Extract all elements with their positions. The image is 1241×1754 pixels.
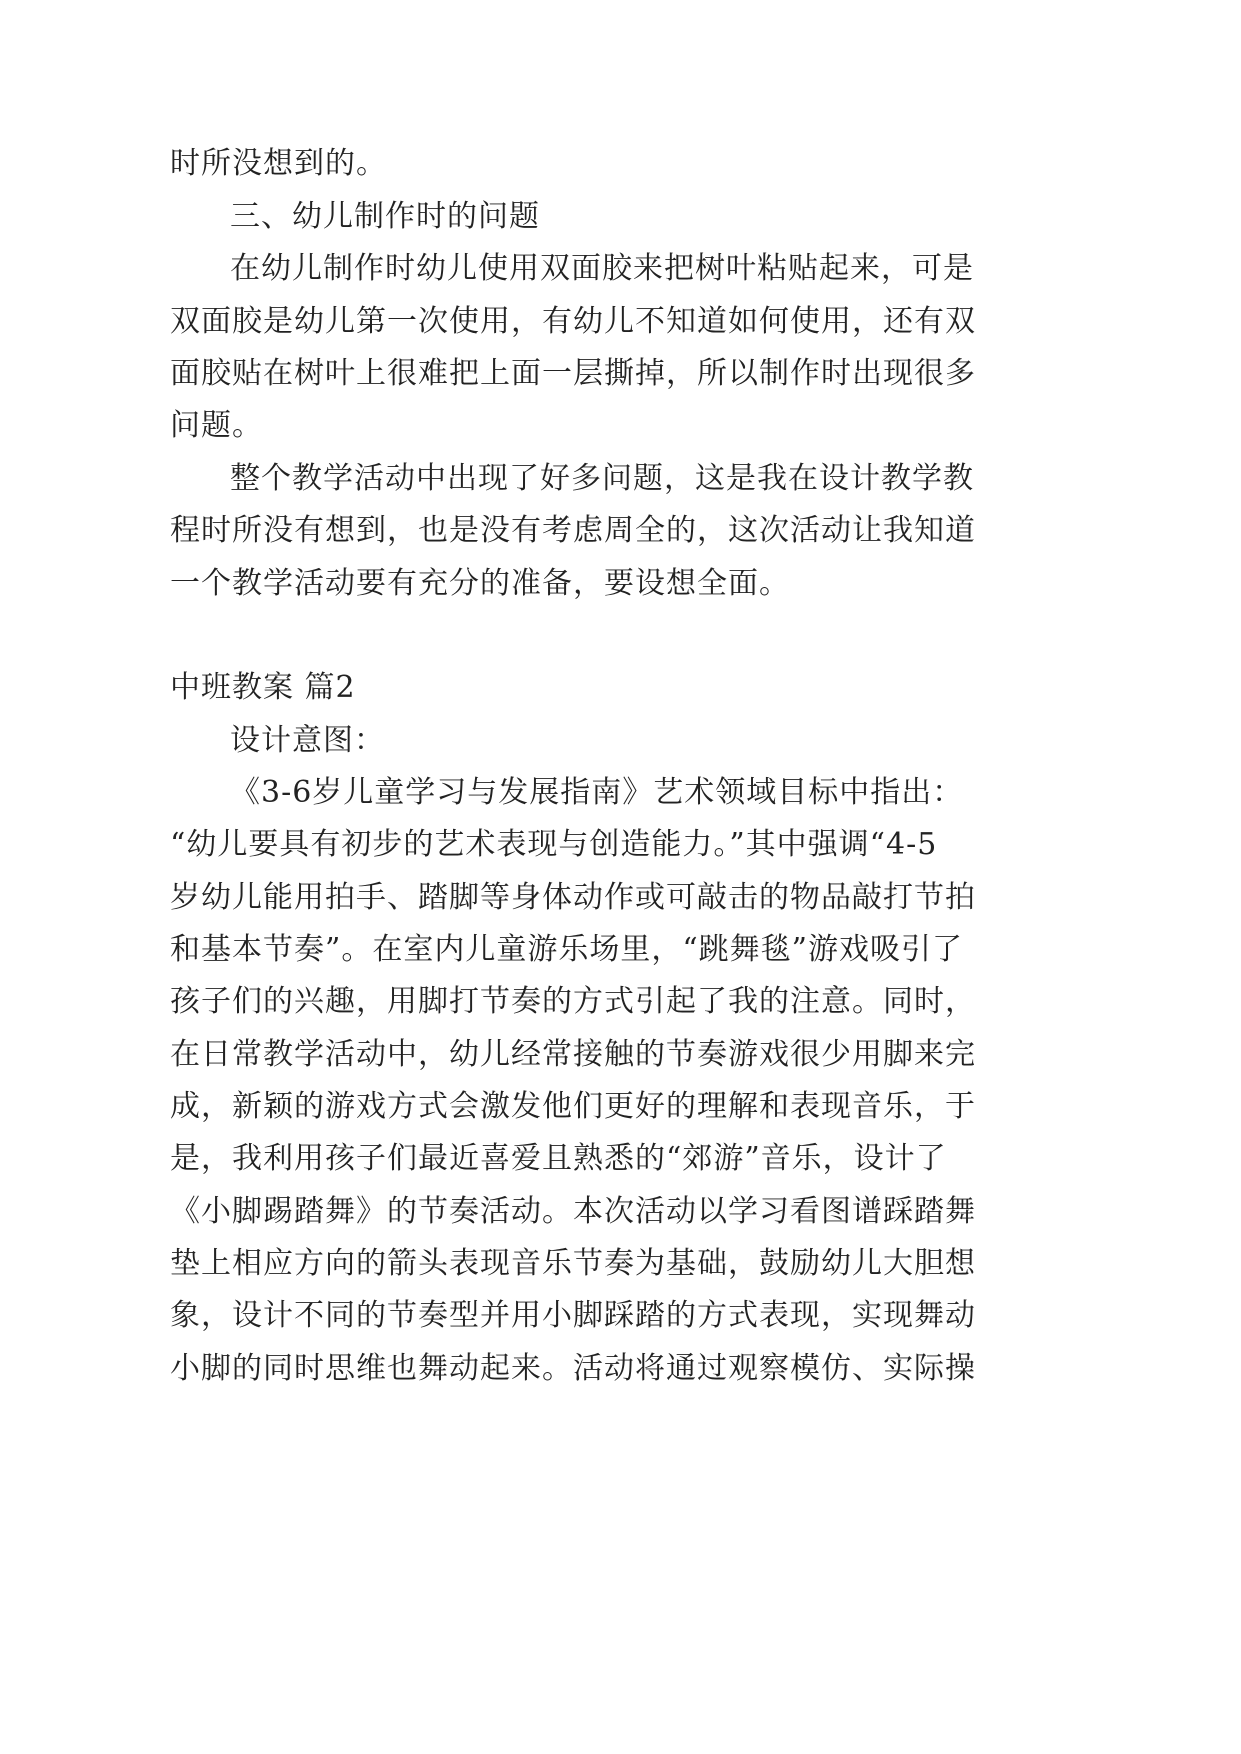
text-line: 《小脚踢踏舞》的节奏活动。本次活动以学习看图谱踩踏舞 <box>170 1194 976 1229</box>
section-heading: 三、幼儿制作时的问题 <box>230 199 540 234</box>
text-line: 在幼儿制作时幼儿使用双面胶来把树叶粘贴起来，可是 <box>230 251 974 286</box>
text-line: 成，新颖的游戏方式会激发他们更好的理解和表现音乐，于 <box>170 1089 976 1124</box>
subsection-heading: 设计意图： <box>230 723 385 758</box>
text-line: 小脚的同时思维也舞动起来。活动将通过观察模仿、实际操 <box>170 1351 976 1386</box>
text-line: 是，我利用孩子们最近喜爱且熟悉的“郊游”音乐，设计了 <box>170 1141 947 1176</box>
text-line: 问题。 <box>170 408 263 443</box>
text-line: 岁幼儿能用拍手、踏脚等身体动作或可敲击的物品敲打节拍 <box>170 880 976 915</box>
text-line: 《3-6岁儿童学习与发展指南》艺术领域目标中指出： <box>230 775 964 810</box>
text-line: 垫上相应方向的箭头表现音乐节奏为基础，鼓励幼儿大胆想 <box>170 1246 976 1281</box>
article-title: 中班教案 篇2 <box>170 670 356 705</box>
text-line: 象，设计不同的节奏型并用小脚踩踏的方式表现，实现舞动 <box>170 1298 976 1333</box>
text-line: 双面胶是幼儿第一次使用，有幼儿不知道如何使用，还有双 <box>170 304 976 339</box>
text-line: 一个教学活动要有充分的准备，要设想全面。 <box>170 566 790 601</box>
text-line: 时所没想到的。 <box>170 146 387 181</box>
text-line: 在日常教学活动中，幼儿经常接触的节奏游戏很少用脚来完 <box>170 1037 976 1072</box>
text-line: “幼儿要具有初步的艺术表现与创造能力。”其中强调“4-5 <box>170 827 938 862</box>
text-line: 孩子们的兴趣，用脚打节奏的方式引起了我的注意。同时， <box>170 984 976 1019</box>
text-line: 面胶贴在树叶上很难把上面一层撕掉，所以制作时出现很多 <box>170 356 976 391</box>
text-line: 整个教学活动中出现了好多问题，这是我在设计教学教 <box>230 461 974 496</box>
text-line: 程时所没有想到，也是没有考虑周全的，这次活动让我知道 <box>170 513 976 548</box>
text-line: 和基本节奏”。在室内儿童游乐场里，“跳舞毯”游戏吸引了 <box>170 932 964 967</box>
